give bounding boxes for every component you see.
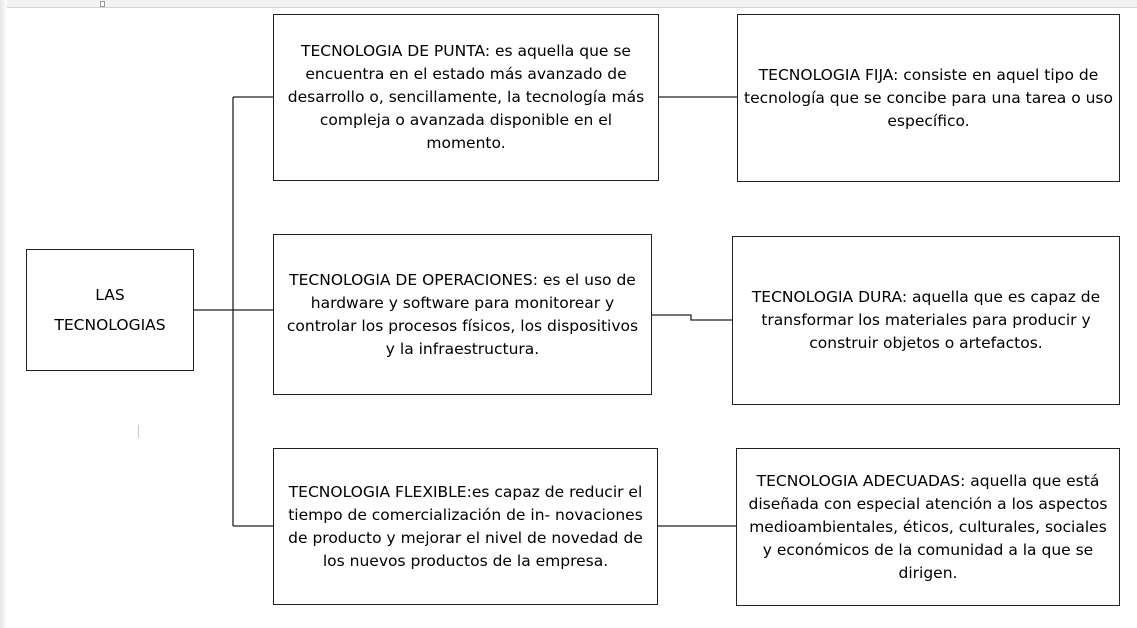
branch-node-operaciones-text: TECNOLOGIA DE OPERACIONES: es el uso de hardware y software para monitorear y controlar los procesos físicos, los dispositivos y la infraestructura. — [286, 270, 639, 358]
root-node — [26, 249, 194, 371]
branch-node-punta — [273, 14, 659, 181]
leaf-node-fija-text: TECNOLOGIA FIJA: consiste en aquel tipo de tecnología que se concibe para una tarea o uso específico. — [744, 65, 1113, 130]
leaf-node-dura-text: TECNOLOGIA DURA: aquella que es capaz de transformar los materiales para producir y construir objetos o artefactos. — [751, 288, 1101, 352]
leaf-node-dura — [732, 236, 1120, 405]
branch-node-operaciones — [273, 234, 652, 395]
branch-node-punta-text: TECNOLOGIA DE PUNTA: es aquella que se encuentra en el estado más avanzado de desarrollo o, sencillamente, la tecnología más compleja o avanzada disponible en el momento. — [287, 42, 645, 152]
root-node-label: LAS TECNOLOGIAS — [54, 286, 166, 334]
branch-node-flexible-text: TECNOLOGIA FLEXIBLE:es capaz de reducir el tiempo de comercialización de in- novaciones de producto y mejorar el nivel de novedad de los nuevos productos de la empresa. — [288, 482, 643, 570]
branch-2-to-leaf-2-line — [651, 315, 732, 320]
leaf-node-fija — [737, 14, 1120, 182]
leaf-node-adecuadas — [736, 448, 1120, 606]
leaf-node-adecuadas-text: TECNOLOGIA ADECUADAS: aquella que está diseñada con especial atención a los aspectos medioambientales, éticos, culturales, sociales y económicos de la comunidad a la que se dirigen. — [748, 471, 1108, 582]
branch-node-flexible — [273, 448, 658, 605]
